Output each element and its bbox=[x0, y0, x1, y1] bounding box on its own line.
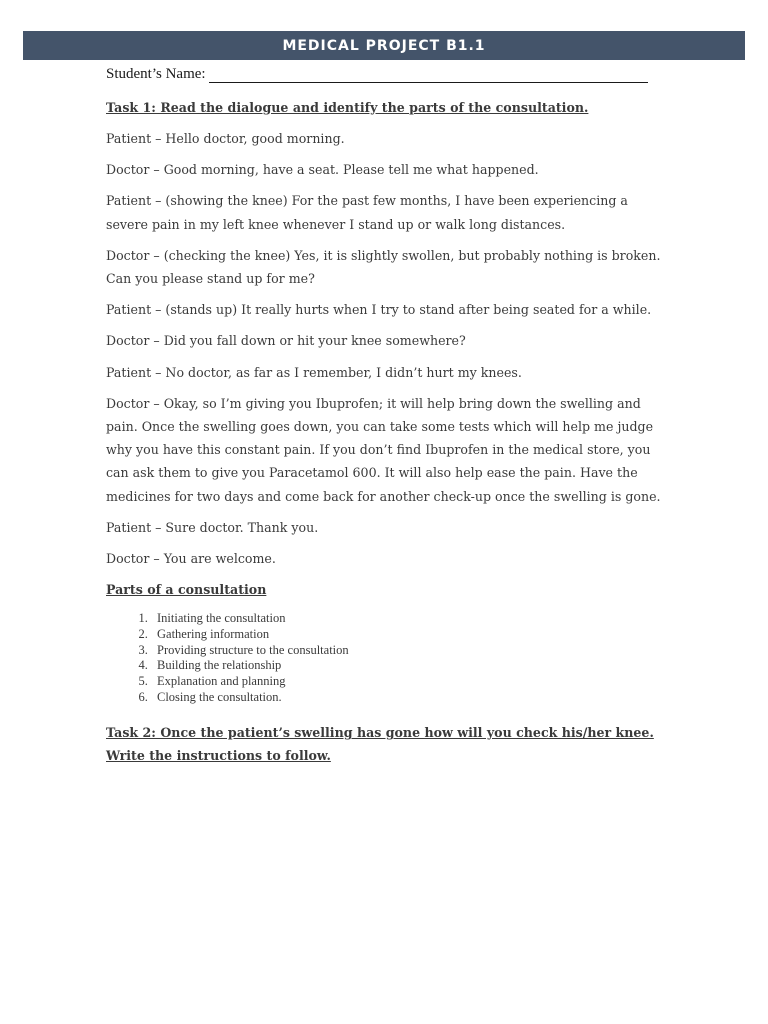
page-title-banner bbox=[23, 31, 745, 60]
dialogue bbox=[106, 127, 662, 570]
list-item: 1. Initiating the consultation bbox=[151, 611, 662, 627]
list-item: 5. Explanation and planning bbox=[151, 674, 662, 690]
list-item: 3. Providing structure to the consultation bbox=[151, 643, 662, 659]
student-name-blank bbox=[209, 68, 648, 83]
dialogue-line: Doctor – (checking the knee) Yes, it is slightly swollen, but probably nothing is broken. Can you please stand up for me? bbox=[106, 247, 661, 287]
dialogue-line: Patient – Sure doctor. Thank you. bbox=[106, 519, 319, 535]
worksheet-body bbox=[106, 64, 662, 767]
student-name-row bbox=[106, 64, 662, 83]
dialogue-line: Doctor – Good morning, have a seat. Please tell me what happened. bbox=[106, 162, 539, 178]
list-item: 2. Gathering information bbox=[151, 627, 662, 643]
dialogue-line: Doctor – Okay, so I’m giving you Ibuprofen; it will help bring down the swelling and pain. Once the swelling goes down, you can take some tests which will help me judge why you have this constant pain. If you don’t find Ibuprofen in the medical store, you can ask them to give you Paracetamol 600. It will also help ease the pain. Have the medicines for two days and come back for another check-up once the swelling is gone. bbox=[106, 395, 661, 504]
dialogue-line: Patient – (showing the knee) For the past few months, I have been experiencing a severe pain in my left knee whenever I stand up or walk long distances. bbox=[106, 193, 628, 232]
dialogue-line: Patient – No doctor, as far as I remember, I didn’t hurt my knees. bbox=[106, 364, 522, 380]
task-2-heading: Task 2: Once the patient’s swelling has gone how will you check his/her knee. Write the instructions to follow. bbox=[106, 725, 654, 764]
student-name-label: Student’s Name: bbox=[106, 66, 206, 82]
dialogue-line: Patient – (stands up) It really hurts when I try to stand after being seated for a while. bbox=[106, 302, 652, 318]
parts-list bbox=[106, 611, 662, 705]
dialogue-line: Doctor – Did you fall down or hit your knee somewhere? bbox=[106, 333, 466, 349]
task-1-heading: Task 1: Read the dialogue and identify the parts of the consultation. bbox=[106, 100, 589, 115]
page-title: MEDICAL PROJECT B1.1 bbox=[282, 37, 486, 54]
dialogue-line: Patient – Hello doctor, good morning. bbox=[106, 131, 345, 146]
list-item: 6. Closing the consultation. bbox=[151, 690, 662, 706]
list-item: 4. Building the relationship bbox=[151, 658, 662, 674]
parts-heading: Parts of a consultation bbox=[106, 582, 267, 598]
dialogue-line: Doctor – You are welcome. bbox=[106, 551, 276, 567]
